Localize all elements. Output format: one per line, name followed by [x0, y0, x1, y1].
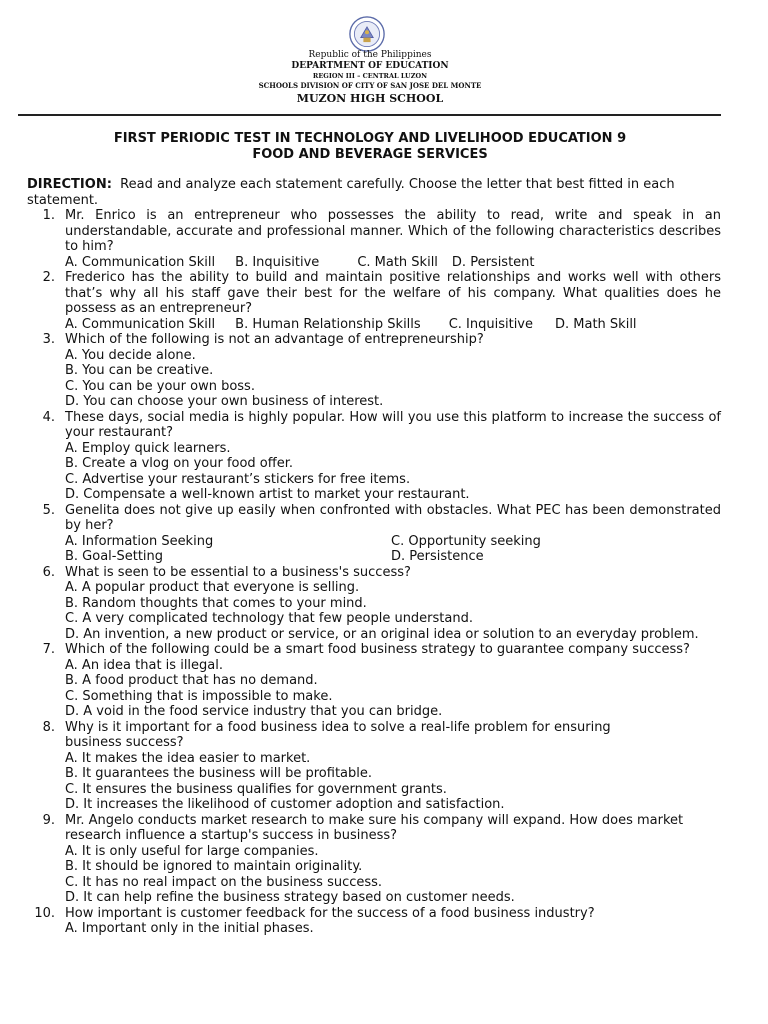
answer-option: A. Employ quick learners.	[65, 440, 231, 456]
question-item	[27, 410, 721, 503]
question-number: 1.	[42, 208, 55, 223]
answer-option: B. A food product that has no demand.	[65, 673, 318, 688]
question-item	[27, 813, 721, 906]
answer-option: B. It should be ignored to maintain originality.	[65, 859, 363, 874]
header-department: DEPARTMENT OF EDUCATION	[291, 61, 449, 71]
direction-text: Read and analyze each statement carefully. Choose the letter that best fitted in each statement.	[27, 177, 675, 208]
question-text: Mr. Enrico is an entrepreneur who possesses the ability to read, write and speak in an understandable, accurate and professional manner. Which of the following characteristics describes to him?	[65, 208, 721, 254]
question-number: 4.	[42, 409, 55, 425]
answer-option: A. Information Seeking	[65, 533, 214, 549]
answer-option: D. You can choose your own business of interest.	[65, 394, 384, 409]
test-subtitle: FOOD AND BEVERAGE SERVICES	[252, 147, 488, 162]
test-body	[27, 177, 721, 937]
answer-option: A. It makes the idea easier to market.	[65, 750, 311, 766]
answer-options	[65, 534, 721, 565]
answer-option: D. Compensate a well-known artist to market your restaurant.	[65, 487, 470, 502]
answer-option: B. Human Relationship Skills	[235, 316, 421, 332]
test-title: FIRST PERIODIC TEST IN TECHNOLOGY AND LIVELIHOOD EDUCATION 9	[113, 131, 627, 146]
answer-option: C. It has no real impact on the business success.	[65, 874, 383, 890]
header-school: MUZON HIGH SCHOOL	[296, 92, 444, 105]
question-item	[27, 270, 721, 332]
answer-option: C. You can be your own boss.	[65, 378, 255, 394]
question-number: 3.	[42, 332, 55, 347]
answer-option: B. Inquisitive	[235, 254, 320, 270]
question-number: 2.	[42, 270, 55, 285]
question-text: How important is customer feedback for the success of a food business industry?	[65, 905, 595, 921]
question-item	[27, 332, 721, 410]
answer-option: C. A very complicated technology that few people understand.	[65, 611, 473, 626]
question-text: Frederico has the ability to build and maintain positive relationships and works well with others that’s why all his staff gave their best for the welfare of his company. What qualities does he possess as an entrepreneur?	[65, 270, 721, 316]
question-item	[27, 906, 721, 937]
answer-option: C. Something that is impossible to make.	[65, 688, 333, 704]
answer-option: D. Persistence	[391, 549, 484, 564]
question-text: Why is it important for a food business idea to solve a real-life problem for ensuring business success?	[65, 719, 611, 750]
question-number: 5.	[42, 502, 55, 518]
answer-options	[65, 317, 721, 333]
question-text: What is seen to be essential to a business's success?	[65, 564, 411, 580]
header-divider	[18, 114, 721, 116]
answer-option: A. Important only in the initial phases.	[65, 921, 314, 936]
answer-option: A. It is only useful for large companies.	[65, 843, 319, 859]
direction-label: DIRECTION:	[27, 177, 112, 192]
answer-option: D. A void in the food service industry that you can bridge.	[65, 704, 443, 719]
question-number: 9.	[42, 812, 55, 828]
header-division: SCHOOLS DIVISION OF CITY OF SAN JOSE DEL MONTE	[258, 81, 482, 90]
header-region: REGION III – CENTRAL LUZON	[312, 72, 428, 80]
header-republic: Republic of the Philippines	[308, 50, 432, 60]
question-item	[27, 503, 721, 565]
answer-option: B. Create a vlog on your food offer.	[65, 456, 294, 471]
question-text: Which of the following is not an advantage of entrepreneurship?	[65, 332, 484, 347]
answer-option: B. You can be creative.	[65, 363, 214, 378]
question-text: These days, social media is highly popular. How will you use this platform to increase the success of your restaurant?	[65, 409, 721, 440]
question-number: 10.	[34, 905, 55, 921]
question-item	[27, 720, 721, 813]
question-number: 8.	[42, 719, 55, 735]
question-number: 7.	[42, 642, 55, 657]
answer-option: A. Communication Skill	[65, 254, 216, 270]
answer-option: A. Communication Skill	[65, 316, 216, 332]
answer-option: C. Math Skill	[357, 254, 438, 270]
answer-option: A. An idea that is illegal.	[65, 657, 223, 673]
question-number: 6.	[42, 564, 55, 580]
answer-option: B. It guarantees the business will be profitable.	[65, 766, 373, 781]
answer-option: A. A popular product that everyone is selling.	[65, 580, 360, 595]
deped-seal-icon	[349, 16, 385, 52]
answer-option: D. It increases the likelihood of customer adoption and satisfaction.	[65, 797, 505, 812]
question-item	[27, 208, 721, 270]
answer-option: C. Opportunity seeking	[391, 533, 541, 549]
question-text: Which of the following could be a smart food business strategy to guarantee company success?	[65, 642, 690, 657]
answer-option: A. You decide alone.	[65, 347, 196, 363]
answer-option: D. Math Skill	[555, 316, 637, 332]
answer-option: C. It ensures the business qualifies for government grants.	[65, 781, 447, 797]
answer-option: C. Advertise your restaurant’s stickers for free items.	[65, 471, 411, 487]
answer-option: D. An invention, a new product or service, or an original idea or solution to an everyday problem.	[65, 626, 699, 642]
answer-option: D. Persistent	[451, 254, 535, 270]
answer-option: B. Goal-Setting	[65, 549, 164, 564]
answer-option: B. Random thoughts that comes to your mind.	[65, 595, 367, 611]
question-item	[27, 642, 721, 720]
question-text: Genelita does not give up easily when confronted with obstacles. What PEC has been demonstrated by her?	[65, 502, 721, 533]
question-item	[27, 565, 721, 643]
question-text: Mr. Angelo conducts market research to make sure his company will expand. How does market research influence a startup's success in business?	[65, 812, 684, 843]
direction-paragraph	[27, 177, 721, 208]
answer-options	[65, 255, 721, 271]
answer-option: D. It can help refine the business strategy based on customer needs.	[65, 890, 515, 905]
answer-option: C. Inquisitive	[448, 316, 533, 332]
